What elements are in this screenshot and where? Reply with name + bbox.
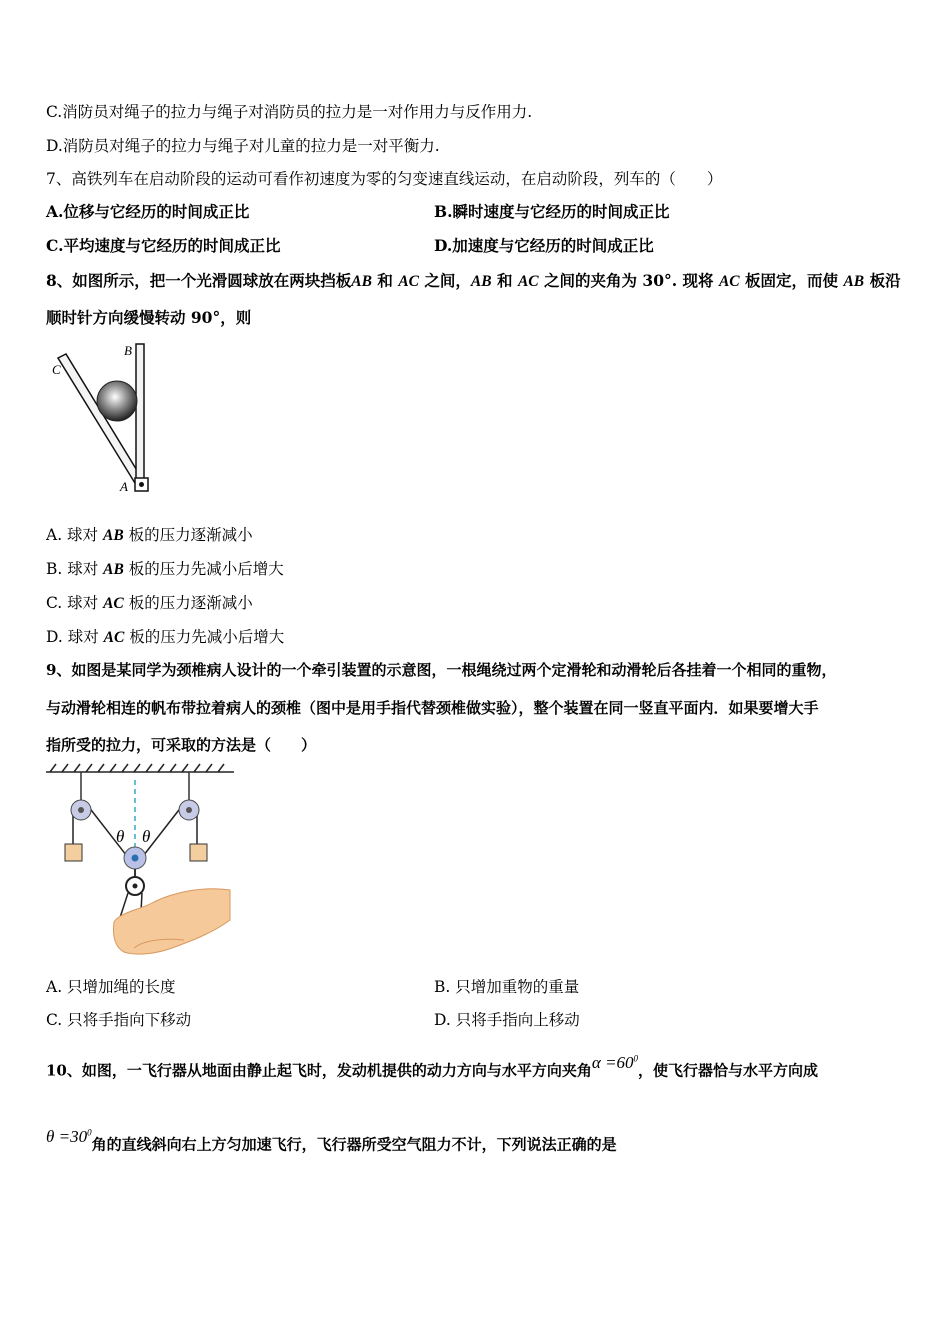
ceiling [46,764,234,772]
q8-option-c: C. 球对 AC 板的压力逐渐减小 [46,594,253,612]
q9-option-d: D. 只将手指向上移动 [434,1011,580,1029]
alpha-expression: $\alpha =60^0$ [591,1052,639,1072]
q7-option-a: A.位移与它经历的时间成正比 [46,202,250,221]
theta-right: θ [142,827,151,846]
q6-option-c: C.消防员对绳子的拉力与绳子对消防员的拉力是一对作用力与反作用力. [46,103,533,121]
q8-option-b: B. 球对 AB 板的压力先减小后增大 [46,560,284,578]
board-ab [136,344,144,486]
q9-option-b: B. 只增加重物的重量 [434,978,580,996]
hand [113,889,230,954]
ball [97,381,137,421]
left-weight [65,844,82,861]
theta-expression: $\theta =30^0$ [46,1126,92,1146]
q10-stem-line2: $\theta =30^0$角的直线斜向右上方匀加速飞行，飞行器所受空气阻力不计，下列说法正确的是 [46,1126,617,1154]
q8-option-a: A. 球对 AB 板的压力逐渐减小 [46,526,253,544]
q8-option-d: D. 球对 AC 板的压力先减小后增大 [46,628,285,646]
q7-option-b: B.瞬时速度与它经历的时间成正比 [434,202,670,221]
q8-stem-line2: 顺时针方向缓慢转动 90°，则 [46,308,252,327]
board-ac [58,354,144,488]
q8-stem-line1: 8、如图所示，把一个光滑圆球放在两块挡板AB 和 AC 之间，AB 和 AC 之间的夹角为 30°. 现将 AC 板固定，而使 AB 板沿 [46,271,901,290]
theta-left: θ [116,827,125,846]
q8-figure [46,338,158,498]
q6-option-d: D.消防员对绳子的拉力与绳子对儿童的拉力是一对平衡力. [46,137,440,155]
right-weight [190,844,207,861]
q10-stem-line1: 10、如图，一飞行器从地面由静止起飞时，发动机提供的动力方向与水平方向夹角$\alpha =60^0$，使飞行器恰与水平方向成 [46,1052,819,1080]
label-c: C [52,362,61,377]
q9-stem-line1: 9、如图是某同学为颈椎病人设计的一个牵引装置的示意图，一根绳绕过两个定滑轮和动滑轮后各挂着一个相同的重物， [46,661,837,679]
q9-option-a: A. 只增加绳的长度 [46,978,176,996]
q9-stem-line3: 指所受的拉力，可采取的方法是（ ） [46,736,317,754]
q9-option-c: C. 只将手指向下移动 [46,1011,192,1029]
q9-stem-line2: 与动滑轮相连的帆布带拉着病人的颈椎（图中是用手指代替颈椎做实验），整个装置在同一竖直平面内．如果要增大手 [46,699,819,717]
label-b: B [124,343,132,358]
q7-option-d: D.加速度与它经历的时间成正比 [434,236,654,255]
q9-figure [44,762,240,962]
label-a: A [120,479,128,494]
q7-stem: 7、高铁列车在启动阶段的运动可看作初速度为零的匀变速直线运动，在启动阶段，列车的（ ） [46,170,723,188]
q7-option-c: C.平均速度与它经历的时间成正比 [46,236,281,255]
